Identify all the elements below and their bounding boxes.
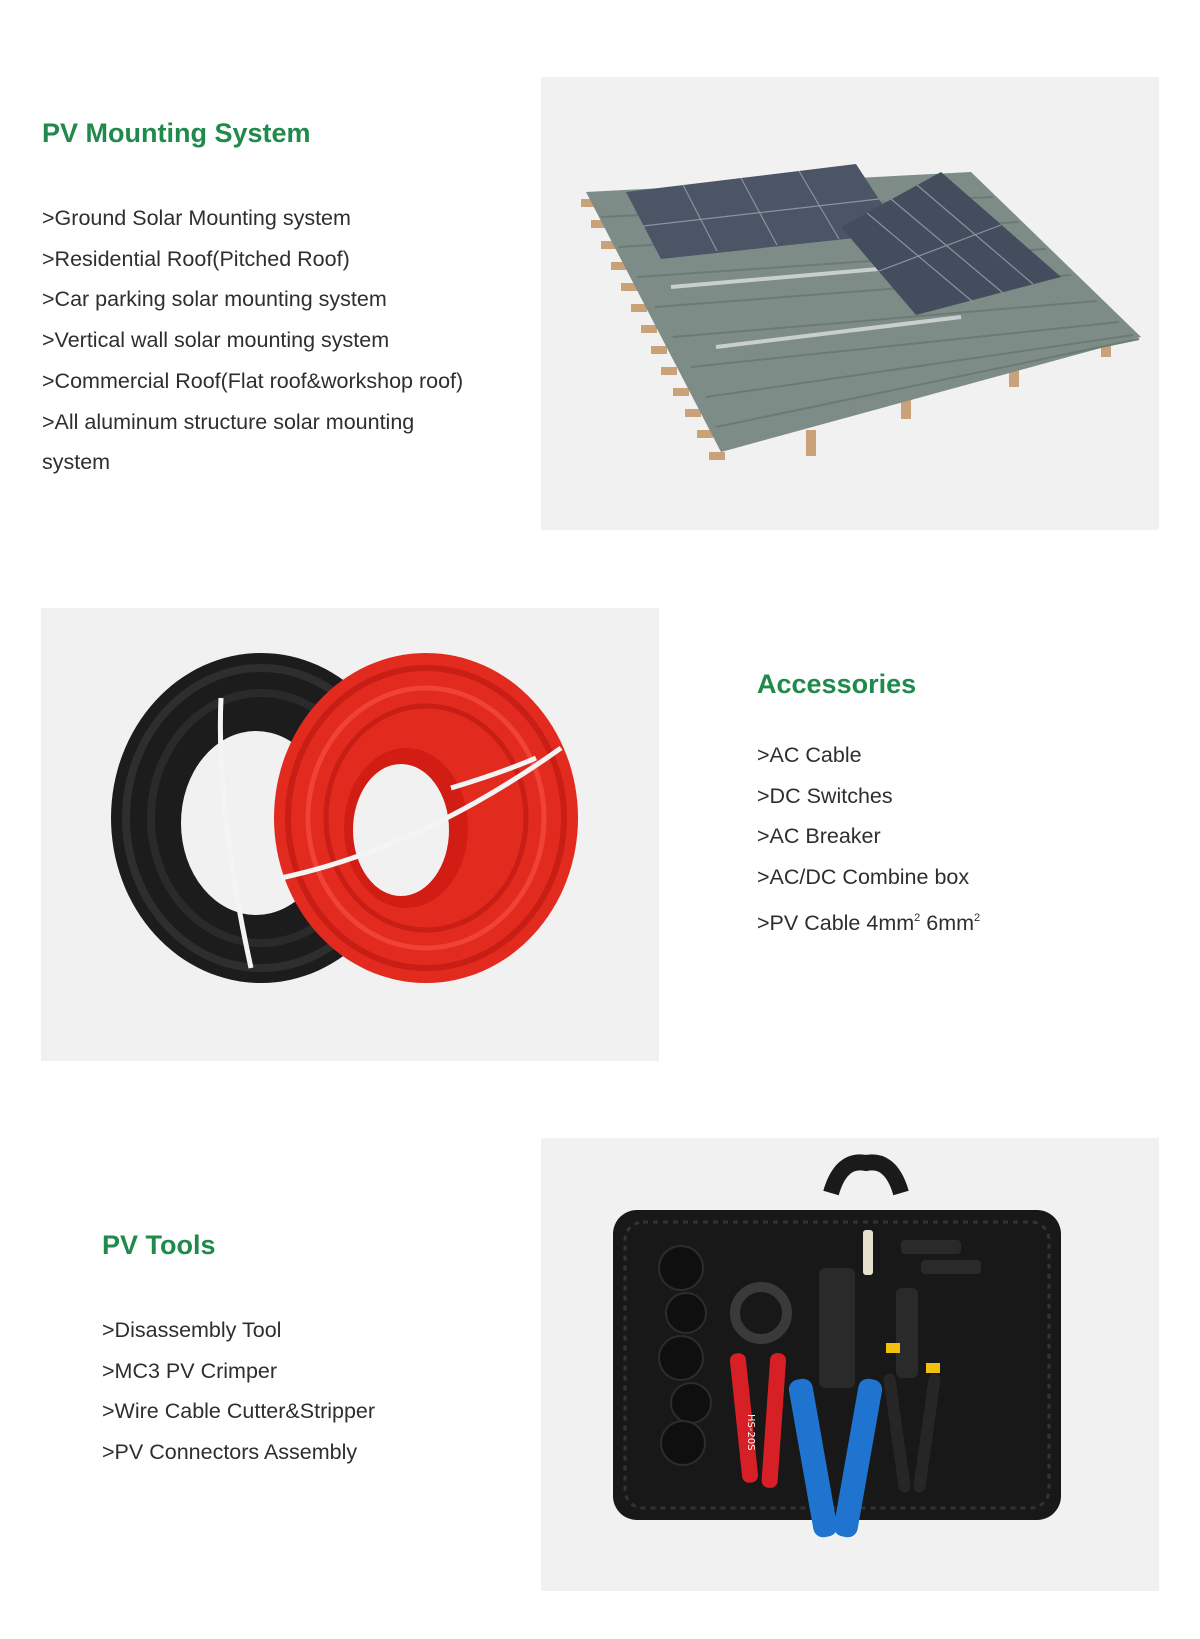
list-item: >All aluminum structure solar mounting system — [42, 409, 415, 475]
list-item: >AC Cable — [757, 743, 862, 767]
accessories-list — [757, 735, 1177, 944]
list-item: >AC Breaker — [757, 824, 881, 849]
list-item: >Residential Roof(Pitched Roof) — [42, 246, 350, 271]
list-item: >Wire Cable Cutter&Stripper — [102, 1399, 376, 1424]
section-pv-mounting — [0, 0, 1200, 540]
solar-roof-illustration — [541, 77, 1159, 530]
pv-tool-kit-image — [541, 1138, 1159, 1591]
list-item: >MC3 PV Crimper — [102, 1358, 278, 1383]
list-item: >DC Switches — [757, 783, 893, 808]
list-item: >Commercial Roof(Flat roof&workshop roof) — [42, 368, 464, 393]
list-item: >Ground Solar Mounting system — [42, 206, 351, 230]
bag-handle — [831, 1162, 901, 1193]
section-accessories — [0, 540, 1200, 1080]
section-pv-tools — [0, 1080, 1200, 1639]
cable-reels-illustration — [41, 608, 659, 1061]
list-item: >PV Connectors Assembly — [102, 1440, 358, 1465]
pv-mounting-title: PV Mounting System — [42, 118, 311, 148]
pv-tools-title: PV Tools — [102, 1230, 216, 1260]
superscript: 2 — [974, 911, 981, 924]
list-item: >Vertical wall solar mounting system — [42, 328, 390, 353]
solar-roof-image — [541, 77, 1159, 530]
list-item: >Disassembly Tool — [102, 1318, 282, 1342]
pv-cable-text: >PV Cable 4mm — [757, 910, 915, 935]
crimper-label: HS-20S — [745, 1414, 756, 1451]
pv-cable-size: 6mm — [920, 910, 975, 935]
accessories-title: Accessories — [757, 669, 917, 699]
list-item-pv-cable — [757, 898, 1177, 944]
pv-mounting-list — [42, 198, 522, 483]
list-item: >AC/DC Combine box — [757, 865, 970, 890]
list-item: >Car parking solar mounting system — [42, 287, 387, 312]
pv-cable-image — [41, 608, 659, 1061]
pv-tools-list — [102, 1310, 522, 1473]
tool-kit-illustration — [541, 1138, 1159, 1591]
superscript: 2 — [914, 911, 921, 924]
red-cable-reel — [274, 653, 578, 983]
